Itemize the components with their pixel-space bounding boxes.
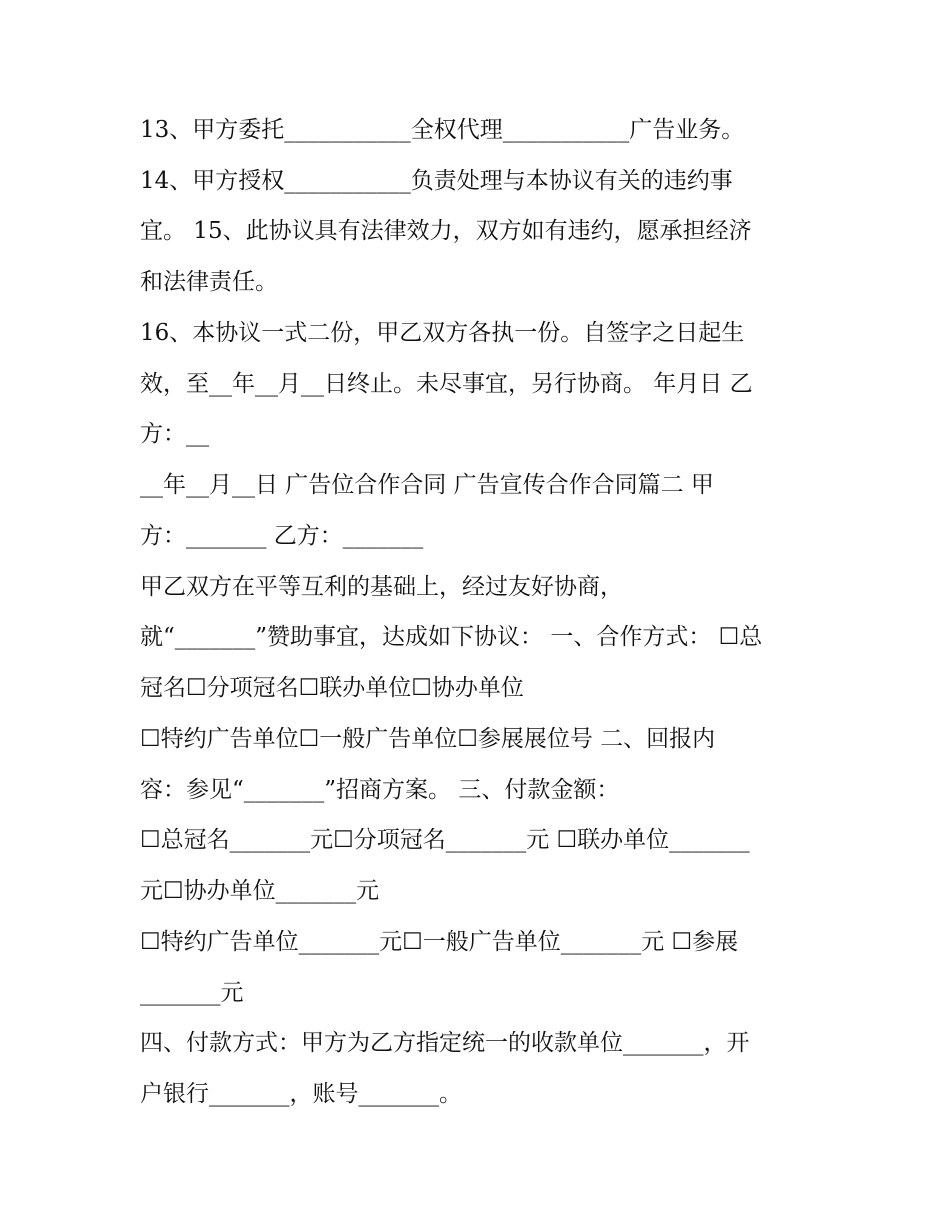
text-line: 户银行_______，账号_______。: [140, 1081, 462, 1107]
text-line: ☐特约广告单位☐一般广告单位☐参展展位号 二、回报内: [140, 726, 716, 752]
text-line: 甲乙双方在平等互利的基础上，经过友好协商，: [140, 574, 623, 600]
text-line: ☐总冠名_______元☐分项冠名_______元 ☐联办单位_______: [140, 827, 750, 853]
text-line: 就“_______”赞助事宜，达成如下协议： 一、合作方式： ☐总: [140, 624, 763, 650]
text-line: ☐特约广告单位_______元☐一般广告单位_______元 ☐参展: [140, 929, 739, 955]
text-line: 16、本协议一式二份，甲乙双方各执一份。自签字之日起生: [140, 320, 745, 346]
text-line: 方：__: [140, 421, 209, 447]
text-line: _______元: [140, 980, 244, 1006]
text-line: 效，至__年__月__日终止。未尽事宜，另行协商。 年月日 乙: [140, 371, 753, 397]
text-line: __年__月__日 广告位合作合同 广告宣传合作合同篇二 甲: [140, 472, 714, 498]
text-line: 和法律责任。: [140, 269, 278, 295]
text-line: 容：参见“_______”招商方案。 三、付款金额：: [140, 777, 620, 803]
text-line: 四、付款方式：甲方为乙方指定统一的收款单位_______，开: [140, 1030, 750, 1056]
text-line: 冠名☐分项冠名☐联办单位☐协办单位: [140, 675, 524, 701]
text-line: 14、甲方授权___________负责处理与本协议有关的违约事: [140, 168, 733, 194]
text-line: 方：_______ 乙方：_______: [140, 523, 424, 549]
text-line: 元☐协办单位_______元: [140, 878, 380, 904]
text-line: 13、甲方委托___________全权代理___________广告业务。: [140, 117, 745, 143]
text-line: 宜。 15、此协议具有法律效力，双方如有违约，愿承担经济: [140, 218, 752, 244]
